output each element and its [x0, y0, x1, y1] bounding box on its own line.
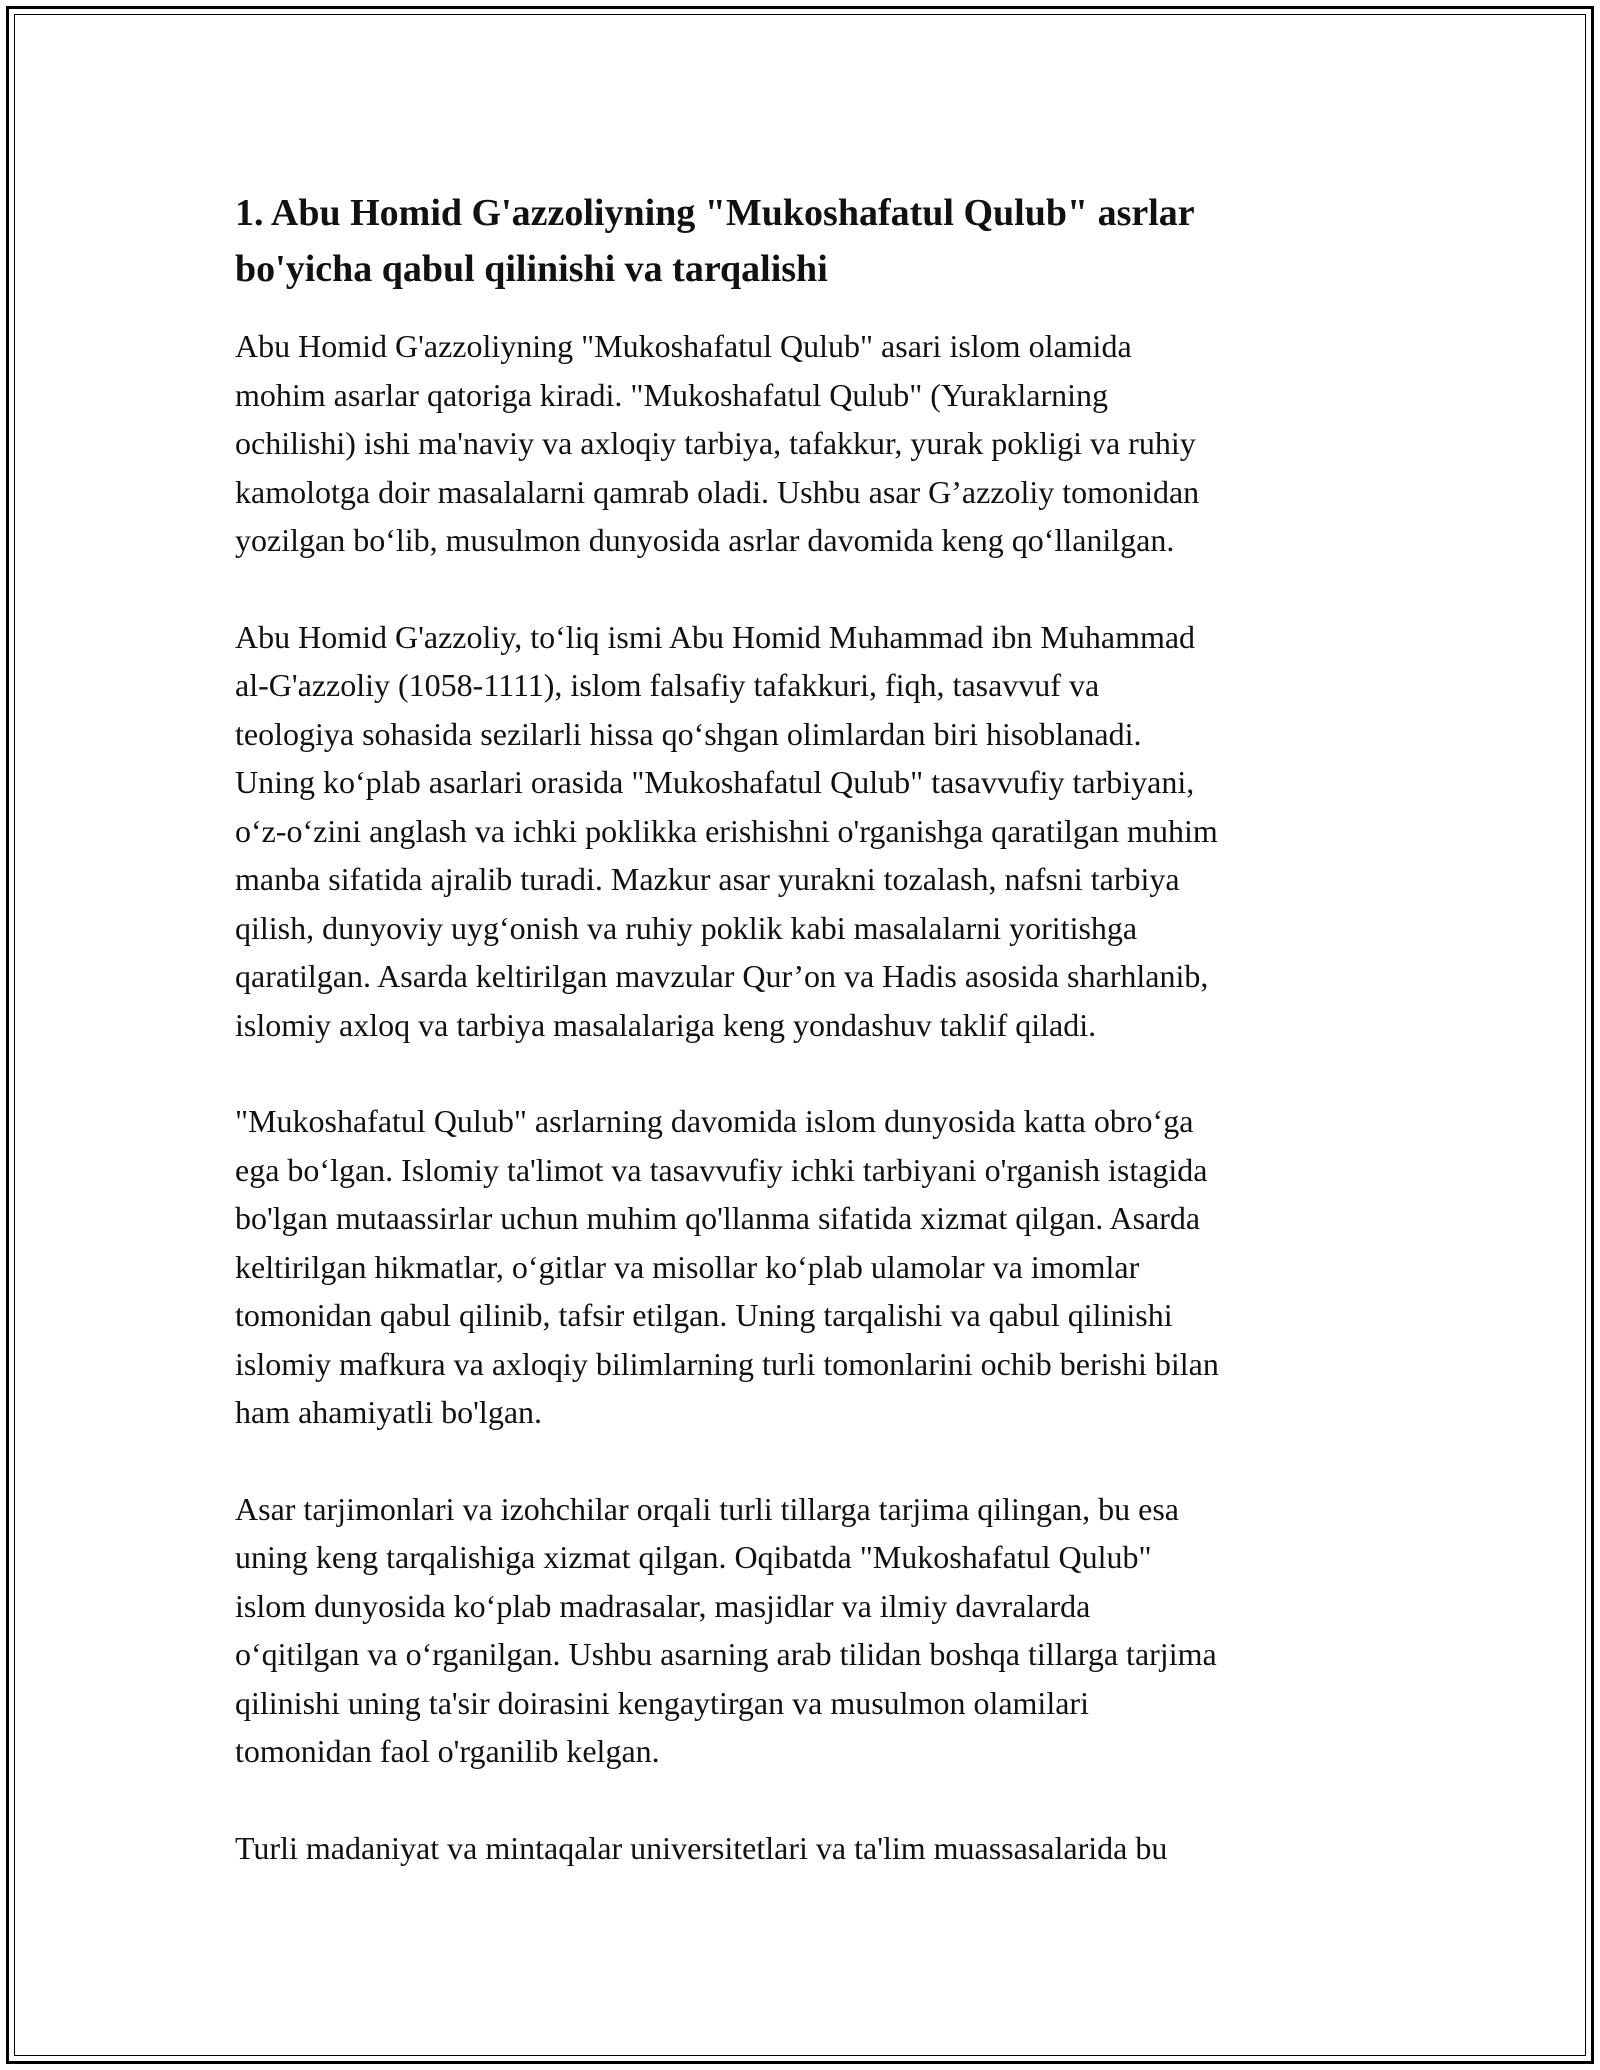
- paragraph-5: Turli madaniyat va mintaqalar universitetlari va ta'lim muassasalarida bu: [235, 1829, 1168, 1866]
- paragraph-4: Asar tarjimonlari va izohchilar orqali turli tillarga tarjima qilingan, bu esa uning keng tarqalishiga xizmat qilgan. Oqibatda "Mukoshafatul Qulub" islom dunyosida ko‘plab madrasalar, masjidlar va ilmiy davralarda o‘qitilgan va o‘rganilgan. Ushbu asarning arab tilidan boshqa tillarga tarjima qilinishi uning ta'sir doirasini kengaytirgan va musulmon olamilari tomonidan faol o'rganilib kelgan.: [235, 1490, 1217, 1769]
- section-heading: 1. Abu Homid G'azzoliyning "Mukoshafatul Qulub" asrlar bo'yicha qabul qilinishi va tarqalishi: [235, 192, 1195, 290]
- document-body: [235, 185, 1385, 1920]
- paragraph-3: "Mukoshafatul Qulub" asrlarning davomida islom dunyosida katta obro‘ga ega bo‘lgan. Islomiy ta'limot va tasavvufiy ichki tarbiyani o'rganish istagida bo'lgan mutaassirlar uchun muhim qo'llanma sifatida xizmat qilgan. Asarda keltirilgan hikmatlar, o‘gitlar va misollar ko‘plab ulamolar va imomlar tomonidan qabul qilinib, tafsir etilgan. Uning tarqalishi va qabul qilinishi islomiy mafkura va axloqiy bilimlarning turli tomonlarini ochib berishi bilan ham ahamiyatli bo'lgan.: [235, 1103, 1219, 1430]
- paragraph-1: Abu Homid G'azzoliyning "Mukoshafatul Qulub" asari islom olamida mohim asarlar qatoriga kiradi. "Mukoshafatul Qulub" (Yuraklarning ochilishi) ishi ma'naviy va axloqiy tarbiya, tafakkur, yurak pokligi va ruhiy kamolotga doir masalalarni qamrab oladi. Ushbu asar G’azzoliy tomonidan yozilgan bo‘lib, musulmon dunyosida asrlar davomida keng qo‘llanilgan.: [235, 328, 1200, 558]
- paragraph-2: Abu Homid G'azzoliy, to‘liq ismi Abu Homid Muhammad ibn Muhammad al-G'azzoliy (1058-1111), islom falsafiy tafakkuri, fiqh, tasavvuf va teologiya sohasida sezilarli hissa qo‘shgan olimlardan biri hisoblanadi. Uning ko‘plab asarlari orasida "Mukoshafatul Qulub" tasavvufiy tarbiyani, o‘z-o‘zini anglash va ichki poklikka erishishni o'rganishga qaratilgan muhim manba sifatida ajralib turadi. Mazkur asar yurakni tozalash, nafsni tarbiya qilish, dunyoviy uyg‘onish va ruhiy poklik kabi masalalarni yoritishga qaratilgan. Asarda keltirilgan mavzular Qur’on va Hadis asosida sharhlanib, islomiy axloq va tarbiya masalalariga keng yondashuv taklif qiladi.: [235, 618, 1218, 1043]
